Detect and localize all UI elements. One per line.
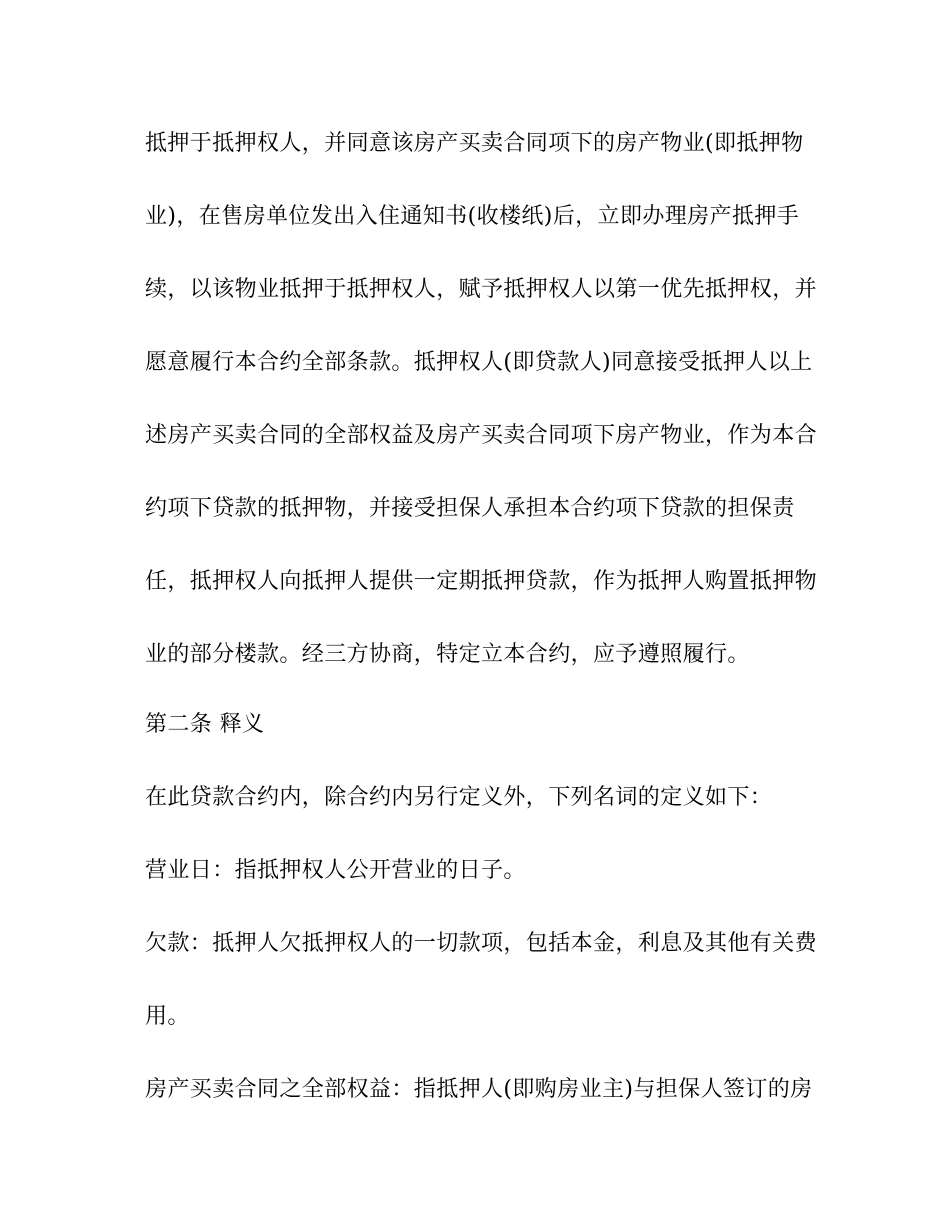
paragraph-line: 愿意履行本合约全部条款。抵押权人(即贷款人)同意接受抵押人以上 bbox=[145, 350, 813, 375]
paragraph-line: 述房产买卖合同的全部权益及房产买卖合同项下房产物业，作为本合 bbox=[145, 423, 818, 448]
paragraph-line: 抵押于抵押权人，并同意该房产买卖合同项下的房产物业(即抵押物 bbox=[145, 131, 804, 156]
paragraph-line: 业的部分楼款。经三方协商，特定立本合约，应予遵照履行。 bbox=[145, 642, 750, 667]
definition-line: 用。 bbox=[145, 1004, 190, 1029]
paragraph-line: 任，抵押权人向抵押人提供一定期抵押贷款，作为抵押人购置抵押物 bbox=[145, 569, 818, 594]
paragraph-line: 在此贷款合约内，除合约内另行定义外，下列名词的定义如下： bbox=[145, 785, 773, 810]
definition-line: 营业日：指抵押权人公开营业的日子。 bbox=[145, 858, 526, 883]
paragraph-line: 业)，在售房单位发出入住通知书(收楼纸)后，立即办理房产抵押手 bbox=[145, 204, 800, 229]
section-heading: 第二条 释义 bbox=[145, 712, 265, 737]
definition-line: 房产买卖合同之全部权益：指抵押人(即购房业主)与担保人签订的房 bbox=[145, 1077, 813, 1102]
paragraph-line: 约项下贷款的抵押物，并接受担保人承担本合约项下贷款的担保责 bbox=[145, 496, 795, 521]
paragraph-line: 续，以该物业抵押于抵押权人，赋予抵押权人以第一优先抵押权，并 bbox=[145, 277, 818, 302]
definition-line: 欠款：抵押人欠抵押权人的一切款项，包括本金，利息及其他有关费 bbox=[145, 931, 818, 956]
